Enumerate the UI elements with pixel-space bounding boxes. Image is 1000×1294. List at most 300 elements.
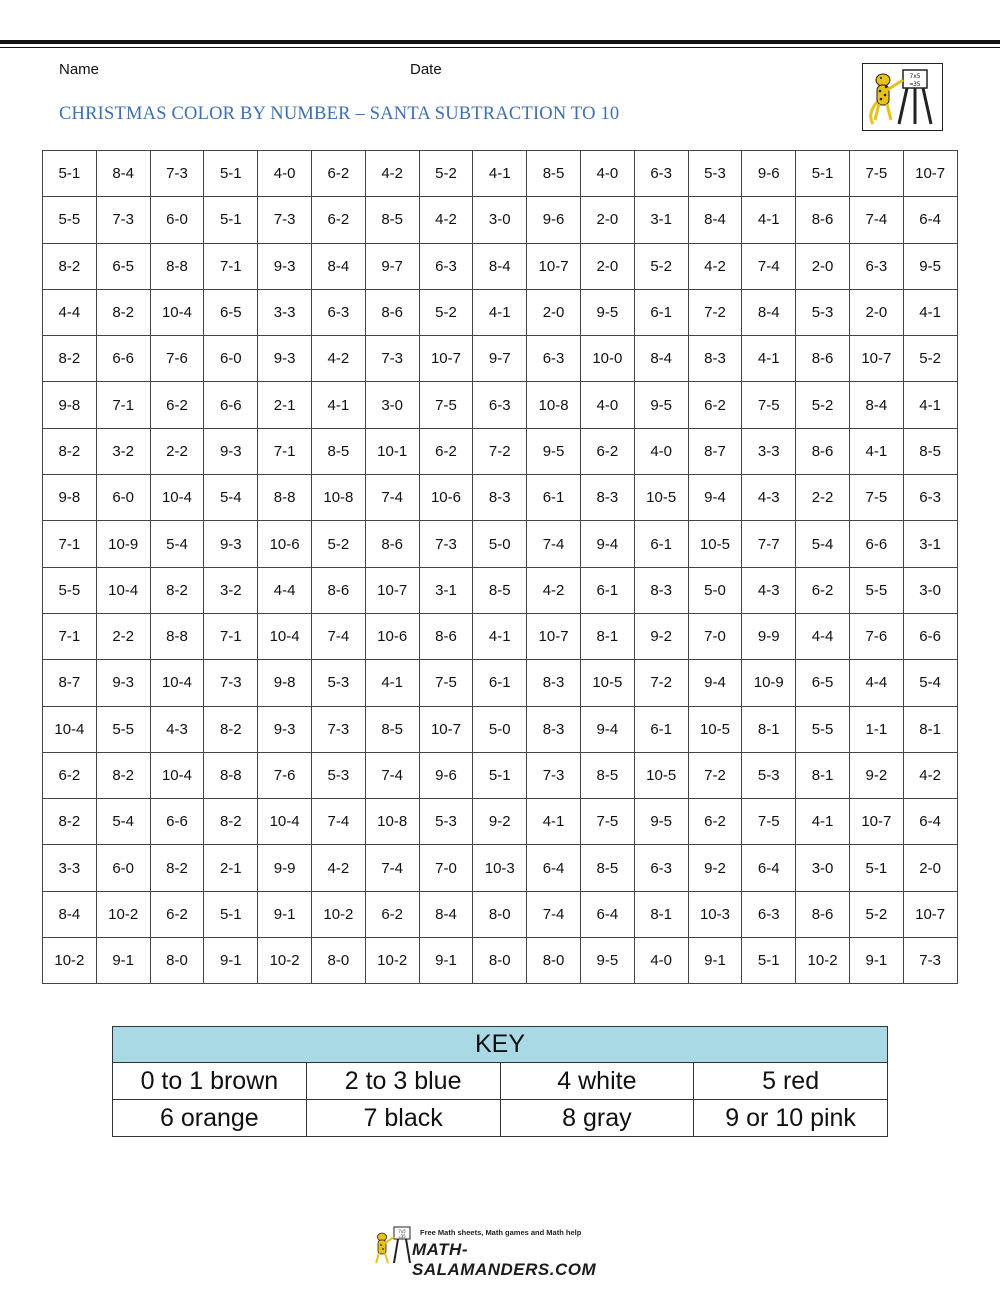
grid-cell: 7-4 [527,521,581,567]
grid-cell: 7-5 [849,151,903,197]
grid-cell: 9-4 [688,660,742,706]
grid-cell: 7-4 [365,475,419,521]
grid-cell: 4-4 [43,289,97,335]
grid-cell: 7-4 [311,799,365,845]
grid-cell: 6-1 [527,475,581,521]
grid-row [43,752,958,798]
footer-tagline: Free Math sheets, Math games and Math help [420,1228,582,1237]
grid-cell: 5-5 [849,567,903,613]
grid-cell: 4-3 [150,706,204,752]
grid-cell: 9-6 [742,151,796,197]
grid-cell: 7-3 [419,521,473,567]
grid-cell: 10-2 [311,891,365,937]
grid-cell: 10-2 [796,938,850,984]
grid-cell: 3-1 [634,197,688,243]
key-cell: 6 orange [113,1100,307,1137]
grid-cell: 10-7 [527,243,581,289]
grid-cell: 6-3 [311,289,365,335]
grid-cell: 7-4 [849,197,903,243]
grid-cell: 4-1 [903,289,957,335]
grid-row [43,151,958,197]
date-label: Date [410,61,442,78]
grid-cell: 7-3 [903,938,957,984]
grid-cell: 10-7 [365,567,419,613]
key-cell: 9 or 10 pink [694,1100,888,1137]
grid-cell: 7-1 [204,613,258,659]
grid-cell: 2-0 [903,845,957,891]
grid-cell: 9-3 [204,521,258,567]
grid-cell: 6-1 [634,521,688,567]
grid-cell: 9-5 [634,382,688,428]
grid-cell: 5-1 [204,197,258,243]
grid-cell: 2-0 [796,243,850,289]
grid-cell: 5-5 [796,706,850,752]
grid-cell: 7-1 [96,382,150,428]
grid-cell: 7-4 [365,845,419,891]
grid-cell: 4-1 [365,660,419,706]
grid-cell: 5-3 [311,752,365,798]
grid-cell: 6-3 [634,845,688,891]
grid-cell: 8-2 [43,336,97,382]
salamander-teacher-icon [863,64,942,130]
grid-cell: 9-8 [43,475,97,521]
grid-cell: 8-0 [527,938,581,984]
grid-cell: 7-3 [96,197,150,243]
grid-cell: 4-2 [903,752,957,798]
grid-cell: 10-2 [43,938,97,984]
grid-cell: 5-3 [796,289,850,335]
grid-cell: 7-1 [43,613,97,659]
grid-row [43,613,958,659]
grid-cell: 5-1 [742,938,796,984]
grid-cell: 8-2 [96,752,150,798]
grid-cell: 10-2 [96,891,150,937]
grid-cell: 8-5 [903,428,957,474]
grid-cell: 8-5 [311,428,365,474]
key-title: KEY [113,1027,888,1063]
grid-cell: 8-3 [527,706,581,752]
grid-cell: 10-0 [580,336,634,382]
grid-cell: 3-0 [903,567,957,613]
grid-cell: 10-2 [258,938,312,984]
grid-cell: 6-6 [204,382,258,428]
name-label: Name [59,61,100,78]
grid-cell: 4-0 [634,428,688,474]
grid-cell: 5-3 [419,799,473,845]
grid-cell: 2-0 [527,289,581,335]
grid-cell: 9-4 [688,475,742,521]
grid-cell: 7-3 [365,336,419,382]
grid-cell: 8-8 [150,243,204,289]
key-header-row [113,1027,888,1063]
grid-cell: 4-1 [742,197,796,243]
grid-cell: 5-2 [419,151,473,197]
grid-cell: 10-7 [849,336,903,382]
grid-cell: 6-6 [903,613,957,659]
grid-cell: 4-4 [849,660,903,706]
grid-cell: 4-0 [634,938,688,984]
grid-cell: 10-4 [96,567,150,613]
grid-cell: 8-2 [96,289,150,335]
grid-cell: 7-0 [688,613,742,659]
grid-cell: 7-1 [43,521,97,567]
grid-cell: 6-3 [903,475,957,521]
grid-cell: 5-4 [204,475,258,521]
grid-cell: 6-4 [742,845,796,891]
grid-cell: 7-2 [688,752,742,798]
svg-text:=35: =35 [398,1234,406,1239]
grid-cell: 7-5 [849,475,903,521]
grid-cell: 6-2 [419,428,473,474]
grid-cell: 5-2 [634,243,688,289]
grid-cell: 9-5 [580,938,634,984]
grid-cell: 7-3 [311,706,365,752]
grid-cell: 10-4 [150,660,204,706]
grid-cell: 8-1 [580,613,634,659]
grid-cell: 8-5 [580,752,634,798]
grid-cell: 6-4 [903,197,957,243]
grid-cell: 6-4 [580,891,634,937]
grid-cell: 7-3 [204,660,258,706]
grid-cell: 6-4 [527,845,581,891]
grid-cell: 3-3 [258,289,312,335]
key-row [113,1100,888,1137]
grid-cell: 8-6 [365,289,419,335]
grid-cell: 8-4 [96,151,150,197]
grid-cell: 8-1 [634,891,688,937]
grid-cell: 10-1 [365,428,419,474]
grid-cell: 10-3 [473,845,527,891]
grid-cell: 7-4 [311,613,365,659]
grid-cell: 5-5 [43,567,97,613]
grid-cell: 6-2 [796,567,850,613]
grid-cell: 7-5 [580,799,634,845]
grid-cell: 9-4 [580,706,634,752]
grid-cell: 8-5 [365,197,419,243]
grid-cell: 2-0 [849,289,903,335]
grid-cell: 5-3 [311,660,365,706]
grid-cell: 4-1 [903,382,957,428]
key-cell: 2 to 3 blue [306,1063,500,1100]
grid-row [43,475,958,521]
grid-cell: 7-3 [150,151,204,197]
footer-logo [372,1225,630,1279]
grid-cell: 8-2 [204,799,258,845]
grid-cell: 8-3 [688,336,742,382]
grid-cell: 4-2 [688,243,742,289]
grid-cell: 2-0 [580,243,634,289]
grid-cell: 8-3 [527,660,581,706]
grid-cell: 3-0 [473,197,527,243]
grid-cell: 4-1 [849,428,903,474]
grid-cell: 9-8 [258,660,312,706]
grid-cell: 10-6 [419,475,473,521]
grid-cell: 5-1 [473,752,527,798]
grid-cell: 6-2 [580,428,634,474]
grid-cell: 5-3 [742,752,796,798]
grid-cell: 9-2 [688,845,742,891]
grid-cell: 6-1 [634,289,688,335]
grid-cell: 9-3 [258,243,312,289]
grid-cell: 7-2 [688,289,742,335]
grid-cell: 10-5 [688,706,742,752]
grid-cell: 10-5 [688,521,742,567]
grid-cell: 6-2 [688,799,742,845]
grid-cell: 8-0 [473,938,527,984]
grid-cell: 3-0 [365,382,419,428]
grid-cell: 9-1 [688,938,742,984]
grid-cell: 8-4 [742,289,796,335]
key-cell: 5 red [694,1063,888,1100]
grid-cell: 10-4 [150,752,204,798]
grid-cell: 9-1 [419,938,473,984]
footer-salamander-icon [372,1225,412,1267]
grid-cell: 10-4 [258,799,312,845]
grid-cell: 2-2 [796,475,850,521]
grid-row [43,660,958,706]
grid-row [43,243,958,289]
grid-cell: 8-4 [419,891,473,937]
grid-cell: 3-2 [204,567,258,613]
grid-cell: 8-6 [796,891,850,937]
grid-cell: 5-0 [473,521,527,567]
grid-cell: 10-6 [365,613,419,659]
grid-cell: 5-5 [43,197,97,243]
grid-cell: 8-0 [473,891,527,937]
grid-cell: 6-3 [634,151,688,197]
grid-cell: 10-5 [634,752,688,798]
grid-cell: 6-6 [849,521,903,567]
grid-cell: 4-0 [580,382,634,428]
key-cell: 8 gray [500,1100,694,1137]
grid-cell: 6-1 [580,567,634,613]
grid-cell: 8-4 [311,243,365,289]
grid-cell: 4-1 [473,613,527,659]
grid-row [43,289,958,335]
grid-cell: 4-0 [258,151,312,197]
grid-cell: 9-1 [258,891,312,937]
grid-cell: 2-2 [150,428,204,474]
grid-cell: 8-1 [796,752,850,798]
grid-cell: 7-4 [365,752,419,798]
grid-cell: 10-7 [527,613,581,659]
grid-cell: 6-2 [311,151,365,197]
grid-cell: 9-6 [527,197,581,243]
grid-cell: 10-5 [580,660,634,706]
grid-cell: 6-3 [473,382,527,428]
svg-text:7x5: 7x5 [398,1229,406,1234]
grid-cell: 10-9 [96,521,150,567]
grid-cell: 6-3 [742,891,796,937]
grid-cell: 4-2 [365,151,419,197]
grid-cell: 6-3 [849,243,903,289]
grid-cell: 8-4 [634,336,688,382]
grid-cell: 8-6 [311,567,365,613]
grid-cell: 6-0 [204,336,258,382]
grid-cell: 10-8 [527,382,581,428]
grid-cell: 9-2 [473,799,527,845]
grid-cell: 10-5 [634,475,688,521]
grid-cell: 5-1 [204,151,258,197]
grid-cell: 5-2 [796,382,850,428]
color-key [112,1026,888,1137]
grid-cell: 10-3 [688,891,742,937]
grid-cell: 5-5 [96,706,150,752]
grid-cell: 5-0 [688,567,742,613]
grid-cell: 8-3 [473,475,527,521]
grid-cell: 4-1 [527,799,581,845]
grid-cell: 4-2 [311,336,365,382]
grid-cell: 1-1 [849,706,903,752]
svg-text:=35: =35 [909,81,921,88]
grid-cell: 9-8 [43,382,97,428]
salamander-logo [862,63,943,131]
grid-row [43,845,958,891]
key-cell: 7 black [306,1100,500,1137]
grid-cell: 6-2 [311,197,365,243]
grid-cell: 8-2 [150,845,204,891]
grid-cell: 8-7 [43,660,97,706]
grid-cell: 9-7 [365,243,419,289]
grid-cell: 7-5 [742,799,796,845]
grid-cell: 4-2 [527,567,581,613]
grid-cell: 8-6 [796,428,850,474]
grid-cell: 10-9 [742,660,796,706]
grid-cell: 8-0 [311,938,365,984]
grid-cell: 8-7 [688,428,742,474]
grid-cell: 4-1 [796,799,850,845]
grid-cell: 5-2 [849,891,903,937]
grid-cell: 8-2 [204,706,258,752]
grid-cell: 8-6 [796,197,850,243]
top-rule-thick [0,40,1000,44]
grid-body [43,151,958,984]
grid-cell: 9-3 [96,660,150,706]
grid-cell: 5-3 [688,151,742,197]
grid-cell: 7-7 [742,521,796,567]
grid-cell: 9-9 [258,845,312,891]
grid-cell: 10-4 [43,706,97,752]
grid-cell: 6-6 [150,799,204,845]
grid-cell: 6-6 [96,336,150,382]
grid-cell: 5-1 [43,151,97,197]
grid-cell: 3-1 [419,567,473,613]
grid-cell: 4-1 [311,382,365,428]
grid-cell: 3-0 [796,845,850,891]
grid-cell: 10-8 [365,799,419,845]
page-title: CHRISTMAS COLOR BY NUMBER – SANTA SUBTRACTION TO 10 [59,104,620,124]
grid-cell: 10-7 [419,336,473,382]
grid-cell: 4-4 [796,613,850,659]
grid-cell: 9-7 [473,336,527,382]
grid-cell: 5-4 [903,660,957,706]
key-cell: 0 to 1 brown [113,1063,307,1100]
grid-cell: 8-4 [43,891,97,937]
grid-row [43,521,958,567]
grid-cell: 10-6 [258,521,312,567]
grid-cell: 6-0 [96,845,150,891]
grid-cell: 6-5 [796,660,850,706]
grid-cell: 10-7 [419,706,473,752]
grid-cell: 10-4 [258,613,312,659]
grid-cell: 6-0 [150,197,204,243]
grid-cell: 9-5 [527,428,581,474]
grid-cell: 10-4 [150,475,204,521]
subtraction-grid [42,150,958,984]
key-cell: 4 white [500,1063,694,1100]
grid-cell: 6-3 [527,336,581,382]
grid-cell: 8-4 [688,197,742,243]
svg-text:7x5: 7x5 [909,73,921,80]
grid-cell: 10-8 [311,475,365,521]
grid-cell: 4-0 [580,151,634,197]
grid-cell: 4-4 [258,567,312,613]
grid-cell: 10-2 [365,938,419,984]
grid-cell: 8-2 [43,243,97,289]
grid-cell: 9-6 [419,752,473,798]
grid-cell: 3-3 [742,428,796,474]
grid-cell: 6-2 [688,382,742,428]
grid-cell: 5-4 [150,521,204,567]
grid-cell: 7-5 [742,382,796,428]
grid-cell: 3-1 [903,521,957,567]
grid-cell: 8-2 [43,799,97,845]
grid-cell: 7-6 [849,613,903,659]
grid-cell: 7-5 [419,660,473,706]
grid-row [43,891,958,937]
grid-cell: 5-1 [204,891,258,937]
grid-cell: 8-1 [903,706,957,752]
grid-cell: 7-5 [419,382,473,428]
grid-cell: 7-6 [258,752,312,798]
grid-cell: 2-1 [258,382,312,428]
grid-cell: 7-0 [419,845,473,891]
grid-cell: 8-0 [150,938,204,984]
grid-cell: 7-2 [634,660,688,706]
grid-cell: 10-7 [903,891,957,937]
grid-cell: 8-1 [742,706,796,752]
key-row [113,1063,888,1100]
grid-row [43,428,958,474]
grid-cell: 5-2 [311,521,365,567]
grid-cell: 5-4 [796,521,850,567]
footer-site-name: MATH-SALAMANDERS.COM [412,1240,597,1279]
grid-cell: 6-0 [96,475,150,521]
grid-cell: 7-6 [150,336,204,382]
grid-cell: 9-2 [634,613,688,659]
grid-cell: 9-2 [849,752,903,798]
grid-cell: 8-5 [527,151,581,197]
grid-row [43,799,958,845]
grid-cell: 8-3 [634,567,688,613]
grid-cell: 2-0 [580,197,634,243]
grid-cell: 7-2 [473,428,527,474]
grid-cell: 8-6 [796,336,850,382]
grid-cell: 5-1 [796,151,850,197]
grid-cell: 8-5 [580,845,634,891]
grid-cell: 7-3 [258,197,312,243]
grid-cell: 5-1 [849,845,903,891]
grid-cell: 8-4 [849,382,903,428]
grid-cell: 5-2 [903,336,957,382]
grid-cell: 9-9 [742,613,796,659]
grid-cell: 9-5 [903,243,957,289]
grid-cell: 9-5 [580,289,634,335]
grid-cell: 2-1 [204,845,258,891]
grid-cell: 10-7 [903,151,957,197]
grid-cell: 9-1 [849,938,903,984]
grid-cell: 8-5 [473,567,527,613]
